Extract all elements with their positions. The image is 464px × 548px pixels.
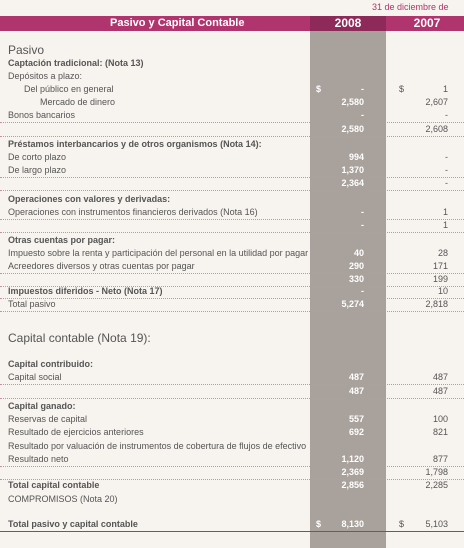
value-2008: 290 xyxy=(348,261,364,271)
value-2007: 171 xyxy=(432,261,448,271)
currency-2007: $ xyxy=(399,84,405,94)
table-row xyxy=(0,70,464,83)
value-2008: - xyxy=(361,220,364,230)
value-2007: 100 xyxy=(432,414,448,424)
value-2007: 1 xyxy=(442,220,448,230)
currency-2008: $ xyxy=(316,84,322,94)
table-row xyxy=(0,518,464,532)
row-label: Capital contribuido: xyxy=(8,359,93,369)
table-row xyxy=(0,330,464,346)
table-row xyxy=(0,57,464,70)
table-row xyxy=(0,385,464,399)
table-row xyxy=(0,123,464,137)
value-2007: - xyxy=(445,152,448,162)
table-row xyxy=(0,493,464,506)
table-row xyxy=(0,42,464,58)
row-label: Otras cuentas por pagar: xyxy=(8,235,116,245)
value-2008: 8,130 xyxy=(341,519,364,529)
row-label: Impuesto sobre la renta y participación del personal en la utilidad por pagar xyxy=(8,248,309,258)
value-2008: - xyxy=(361,207,364,217)
row-label: Capital contable (Nota 19): xyxy=(8,331,151,345)
row-label: Resultado neto xyxy=(8,454,69,464)
value-2008: 330 xyxy=(348,274,364,284)
value-2008: 2,364 xyxy=(341,178,364,188)
table-row xyxy=(0,247,464,260)
value-2007: 487 xyxy=(432,372,448,382)
row-label: Acreedores diversos y otras cuentas por pagar xyxy=(8,261,195,271)
table-row xyxy=(0,260,464,274)
table-row xyxy=(0,206,464,220)
table-row xyxy=(0,83,464,96)
value-2007: 2,607 xyxy=(425,97,448,107)
row-label: Operaciones con instrumentos financieros derivados (Nota 16) xyxy=(8,207,258,217)
row-label: Resultado de ejercicios anteriores xyxy=(8,427,144,437)
table-row xyxy=(0,177,464,191)
row-label: Reservas de capital xyxy=(8,414,88,424)
table-row xyxy=(0,109,464,123)
table-row xyxy=(0,234,464,247)
value-2007: - xyxy=(445,165,448,175)
value-2007: 821 xyxy=(432,427,448,437)
table-row xyxy=(0,413,464,426)
value-2008: 1,370 xyxy=(341,165,364,175)
row-label: Total pasivo xyxy=(8,299,56,309)
table-row xyxy=(0,479,464,492)
value-2007: 199 xyxy=(432,274,448,284)
value-2008: 2,856 xyxy=(341,480,364,490)
row-label: COMPROMISOS (Nota 20) xyxy=(8,494,118,504)
row-label: Pasivo xyxy=(8,43,45,57)
value-2007: 5,103 xyxy=(425,519,448,529)
row-label: De corto plazo xyxy=(8,152,67,162)
table-row xyxy=(0,193,464,206)
row-label: Depósitos a plazo: xyxy=(8,71,83,81)
value-2007: 1 xyxy=(442,207,448,217)
table-row xyxy=(0,440,464,453)
table-row xyxy=(0,285,464,299)
row-label: De largo plazo xyxy=(8,165,67,175)
value-2008: 2,580 xyxy=(341,97,364,107)
value-2008: 557 xyxy=(348,414,364,424)
value-2007: 28 xyxy=(437,248,448,258)
value-2007: 877 xyxy=(432,454,448,464)
row-label: Total pasivo y capital contable xyxy=(8,519,138,529)
value-2008: 487 xyxy=(348,386,364,396)
table-row xyxy=(0,138,464,151)
row-label: Capital ganado: xyxy=(8,401,76,411)
table-row xyxy=(0,358,464,371)
table-row xyxy=(0,400,464,413)
year-2008-header: 2008 xyxy=(310,16,386,31)
value-2007: 2,608 xyxy=(425,124,448,134)
value-2008: 487 xyxy=(348,372,364,382)
row-label: Impuestos diferidos - Neto (Nota 17) xyxy=(8,286,163,296)
table-row xyxy=(0,466,464,480)
value-2008: 2,580 xyxy=(341,124,364,134)
value-2007: 487 xyxy=(432,386,448,396)
row-label: Bonos bancarios xyxy=(8,110,76,120)
value-2008: 2,369 xyxy=(341,467,364,477)
value-2008: 692 xyxy=(348,427,364,437)
value-2007: 1 xyxy=(442,84,448,94)
currency-2007: $ xyxy=(399,519,405,529)
table-row xyxy=(0,426,464,439)
value-2007: - xyxy=(445,178,448,188)
value-2008: 994 xyxy=(348,152,364,162)
value-2008: 1,120 xyxy=(341,454,364,464)
year-2007-header: 2007 xyxy=(413,16,441,30)
table-row xyxy=(0,164,464,178)
table-row xyxy=(0,219,464,233)
value-2007: 10 xyxy=(437,286,448,296)
table-row xyxy=(0,371,464,385)
row-label: Operaciones con valores y derivadas: xyxy=(8,194,171,204)
value-2008: 5,274 xyxy=(341,299,364,309)
value-2008: 40 xyxy=(353,248,364,258)
table-row xyxy=(0,151,464,164)
row-label: Capital social xyxy=(8,372,62,382)
row-label: Mercado de dinero xyxy=(40,97,116,107)
value-2008: - xyxy=(361,286,364,296)
value-2007: 2,285 xyxy=(425,480,448,490)
row-label: Préstamos interbancarios y de otros organismos (Nota 14): xyxy=(8,139,262,149)
currency-2008: $ xyxy=(316,519,322,529)
table-row xyxy=(0,298,464,312)
row-label: Captación tradicional: (Nota 13) xyxy=(8,58,144,68)
value-2007: 1,798 xyxy=(425,467,448,477)
row-label: Del público en general xyxy=(24,84,114,94)
table-title: Pasivo y Capital Contable xyxy=(110,17,245,29)
value-2008: - xyxy=(361,84,364,94)
value-2007: 2,818 xyxy=(425,299,448,309)
value-2008: - xyxy=(361,110,364,120)
row-label: Total capital contable xyxy=(8,480,100,490)
value-2007: - xyxy=(445,110,448,120)
row-label: Resultado por valuación de instrumentos de cobertura de flujos de efectivo xyxy=(8,441,307,451)
table-row xyxy=(0,453,464,467)
table-row xyxy=(0,96,464,109)
date-label: 31 de diciembre de xyxy=(372,2,449,12)
